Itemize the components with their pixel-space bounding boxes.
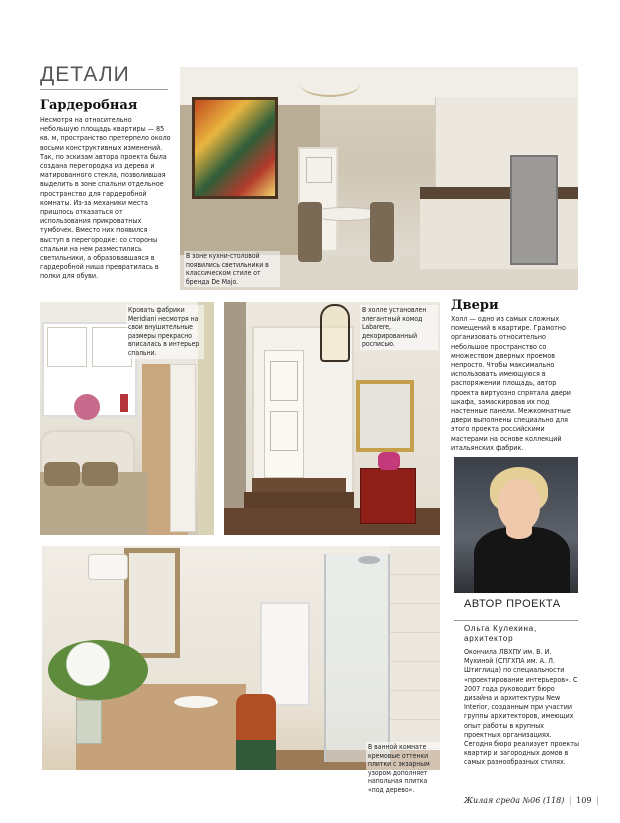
built-in-oven <box>510 155 558 265</box>
pillow <box>82 462 118 486</box>
flowers <box>74 394 100 420</box>
portrait-face <box>498 479 540 531</box>
shower-cabin <box>324 554 390 762</box>
wall-painting <box>192 97 278 199</box>
shower-head <box>358 556 380 564</box>
wardrobe-body-text: Несмотря на относительно небольшую площадь квартиры — 85 кв. м, пространство претерпело около восьми конструктивных изменений. Так, по эскизам автора проекта была создана перегородка из дерева и матированного стекла, позволившая выделить в зоне спальни отдельное пространство для гардеробной комнаты. Из-за механики места пришлось отказаться от использования прикроватных тумбочек. Вместо них появился выступ в перегородке: со стороны спальни на нем разместились светильники, а образовавшаяся в гардеробной ниша превратилась в полки для обуви. <box>40 115 171 281</box>
stool-base <box>236 740 276 770</box>
dining-chair <box>370 202 394 262</box>
author-title: АВТОР ПРОЕКТА <box>464 598 561 610</box>
pink-handbag <box>378 452 400 470</box>
doors-heading: Двери <box>451 298 499 313</box>
footer-separator: | <box>596 796 599 805</box>
author-name: Ольга Кулекина, <box>464 624 538 633</box>
wall-sconce <box>88 554 128 580</box>
section-title: ДЕТАЛИ <box>40 63 130 86</box>
footer-separator: | <box>568 796 572 805</box>
lantern-lamp <box>320 304 350 362</box>
wardrobe-heading: Гардеробная <box>40 98 138 113</box>
sink <box>174 696 218 708</box>
bathroom-caption: В ванной комнате кремовые оттенки плитки с экзарным узором дополняет напольная плитка «под дерево». <box>366 742 442 796</box>
author-role: архитектор <box>464 634 514 643</box>
page-footer <box>464 796 601 805</box>
bedroom-door <box>170 364 196 532</box>
author-divider <box>454 620 578 621</box>
chandelier <box>300 71 360 97</box>
kitchen-caption: В зоне кухни-столовой появились светильники в классическом стиле от бренда De Majo. <box>184 251 280 287</box>
hall-caption: В холле установлен элегантный комод Labarere, декорированный росписью. <box>360 305 438 350</box>
page-number: 109 <box>576 796 592 805</box>
bathroom-photo <box>42 546 440 770</box>
hall-wall <box>224 302 246 535</box>
dining-chair <box>298 202 322 262</box>
wall-tiles <box>390 546 440 770</box>
author-bio: Окончила ЛВХПУ им. В. И. Мухиной (СПГХПА им. А. Л. Штиглица) по специальности «проектирование интерьеров». С 2007 года руководит бюро дизайна и архитектуры New Interior, созданным при участии группы архитекторов, имеющих опыт работы в крупных проектных организациях. Сегодня бюро реализует проекты квартир и загородных домов в самых разнообразных стилях. <box>464 647 580 767</box>
towel-radiator <box>260 602 310 706</box>
stair-step <box>244 492 354 508</box>
bedroom-caption: Кровать фабрики Meridiani несмотря на свои внушительные размеры прекрасно вписалась в интерьер спальни. <box>126 305 204 359</box>
pillow <box>44 462 80 486</box>
hall-door <box>264 350 304 478</box>
doors-body-text: Холл — одно из самых сложных помещений в квартире. Грамотно организовать относительно небольшое пространство со множеством дверных проемов непросто. Чтобы максимально использовать имеющуюся в распоряжении площадь, автор проекта виртуозно спрятала двери шкафа, замаскировав их под настенные панели. Межкомнатные двери выполнены специально для этого проекта российскими мастерами на основе коллекций итальянских фабрик. <box>451 314 571 452</box>
flower-bouquet <box>48 640 148 700</box>
stair-step <box>252 478 346 492</box>
author-portrait <box>454 457 578 593</box>
glass-vase <box>76 700 102 744</box>
painted-commode <box>360 468 416 524</box>
gilded-mirror <box>356 380 414 452</box>
bedside-lamp <box>120 394 128 412</box>
magazine-issue: Жилая среда №06 (118) <box>464 796 565 805</box>
bathroom-mirror <box>124 548 180 658</box>
section-divider <box>40 89 168 90</box>
